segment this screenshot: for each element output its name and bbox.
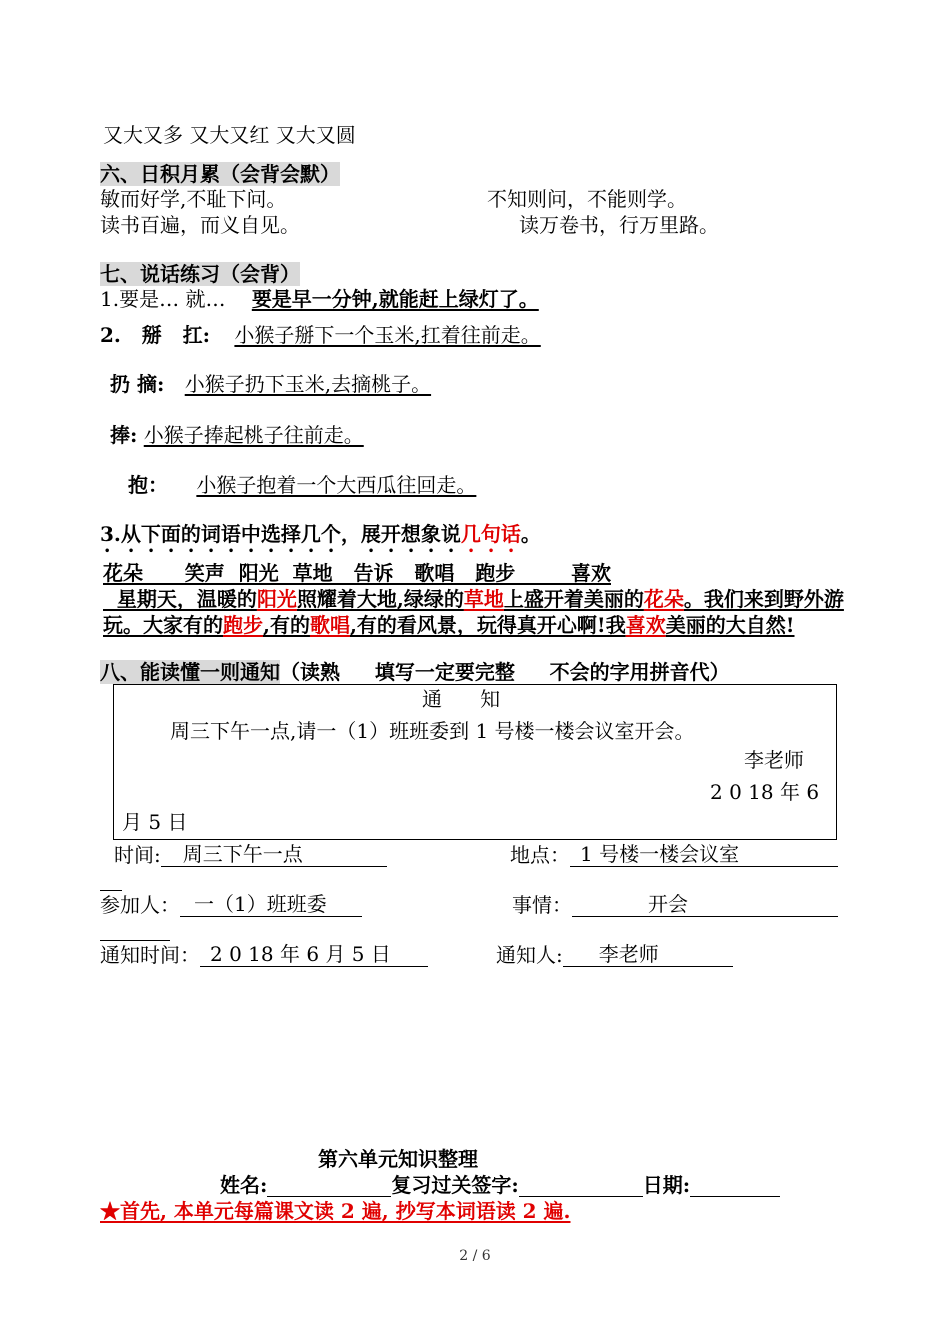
para-text: 上盛开着美丽的 (503, 587, 644, 611)
item-prefix: 3.从下面的词语中选择几个，展开想象说 (100, 522, 461, 546)
item-prefix: 1.要是… 就… (100, 287, 226, 311)
para-red-word: 花朵 (643, 587, 684, 611)
section6-heading: 六、日积月累（会背会默） (100, 162, 340, 186)
para-red-word: 草地 (463, 587, 504, 611)
place-field (510, 843, 838, 867)
phrase-line (103, 123, 356, 147)
notice-body: 周三下午一点,请一（1）班班委到 1 号楼一楼会议室开会。 (170, 719, 695, 743)
notice-date-b: 月 5 日 (122, 810, 188, 834)
page-number: 2 / 6 (459, 1248, 491, 1264)
speaking-item-5 (128, 473, 476, 497)
notice-date-a: 2 0 18 年 6 (710, 780, 820, 804)
place-blank[interactable] (570, 842, 838, 867)
speaking-item-6 (100, 522, 541, 557)
item-red-text: 几句话 (460, 522, 521, 546)
notifier-label: 通知人: (496, 943, 563, 967)
name-blank[interactable] (267, 1176, 391, 1197)
place-value: 1 号楼一楼会议室 (580, 842, 740, 866)
matter-blank-continued (100, 920, 170, 941)
speaking-item-4 (110, 423, 364, 447)
matter-field (512, 893, 838, 917)
notice-time-value: 2 0 18 年 6 月 5 日 (210, 942, 391, 966)
time-value: 周三下午一点 (182, 842, 303, 866)
time-field (114, 843, 387, 867)
para-text: ,有的 (263, 613, 310, 637)
item-answer: 要是早一分钟,就能赶上绿灯了。 (251, 287, 539, 311)
section8-heading: 八、能读懂一则通知 (100, 660, 280, 684)
unit6-signoff-row (220, 1173, 780, 1197)
proverb-right-2: 读万卷书，行万里路。 (519, 213, 719, 237)
speaking-item-3 (110, 372, 431, 396)
people-label: 参加人： (100, 893, 180, 917)
para-text: 美丽的大自然! (665, 613, 795, 637)
para-red-word: 歌唱 (309, 613, 350, 637)
notice-time-field (100, 943, 428, 967)
date-label: 日期: (642, 1173, 691, 1197)
notice-time-blank[interactable] (200, 942, 428, 967)
notice-time-label: 通知时间： (100, 943, 200, 967)
para-red-word: 喜欢 (625, 613, 666, 637)
time-label: 时间: (114, 843, 161, 867)
sign-blank[interactable] (519, 1176, 643, 1197)
notice-box (113, 684, 837, 840)
date-blank[interactable] (690, 1176, 780, 1197)
notice-title: 通 知 (422, 687, 501, 711)
matter-blank[interactable] (572, 892, 838, 917)
unit6-note: ★首先, 本单元每篇课文读 2 遍, 抄写本词语读 2 遍. (100, 1199, 571, 1223)
para-text: ,有的看风景，玩得真开心啊!我 (349, 613, 626, 637)
proverb-left-1: 敏而好学,不耻下问。 (100, 187, 287, 211)
item-answer: 小猴子扔下玉米,去摘桃子。 (184, 372, 432, 396)
name-label: 姓名: (220, 1173, 268, 1197)
speaking-item-2 (100, 323, 541, 347)
people-blank[interactable] (180, 892, 362, 917)
item-answer: 小猴子抱着一个大西瓜往回走。 (196, 473, 477, 497)
para-red-word: 跑步 (223, 613, 263, 637)
item-prefix: 捧: (110, 423, 138, 447)
notifier-field (496, 943, 733, 967)
speaking-item-1 (100, 287, 539, 311)
proverb-left-2: 读书百遍，而义自见。 (100, 213, 300, 237)
section8-note: （读熟 填写一定要完整 不会的字用拼音代） (280, 660, 730, 684)
people-field (100, 893, 362, 917)
para-text: 照耀着大地,绿绿的 (296, 587, 464, 611)
para-text: 。我们来到野外游玩。大家有的 (103, 587, 844, 637)
place-blank-continued (100, 870, 122, 891)
item-prefix: 抱： (128, 473, 168, 497)
notice-signer: 李老师 (744, 748, 804, 772)
item-answer: 小猴子掰下一个玉米,扛着往前走。 (234, 323, 541, 347)
word-list: 花朵 笑声 阳光 草地 告诉 歌唱 跑步 喜欢 (103, 561, 611, 585)
place-label: 地点： (510, 843, 570, 867)
item-answer: 小猴子捧起桃子往前走。 (143, 423, 364, 447)
time-blank[interactable] (161, 842, 387, 867)
unit6-title: 第六单元知识整理 (318, 1147, 478, 1171)
sign-label: 复习过关签字: (391, 1173, 519, 1197)
matter-label: 事情： (512, 893, 572, 917)
para-red-word: 阳光 (256, 587, 297, 611)
sample-paragraph (103, 586, 853, 638)
section8-heading-row (100, 660, 730, 684)
matter-value: 开会 (648, 892, 688, 916)
people-value: 一（1）班班委 (194, 892, 327, 916)
item-prefix: 2. 掰 扛: (100, 323, 211, 347)
notifier-value: 李老师 (598, 942, 659, 966)
item-prefix: 扔 摘: (110, 372, 165, 396)
phrase-text: 又大又多 又大又红 又大又圆 (103, 123, 356, 147)
section7-heading: 七、说话练习（会背） (100, 262, 300, 286)
item-suffix: 。 (520, 522, 541, 546)
notifier-blank[interactable] (563, 942, 733, 967)
para-text: 星期天，温暖的 (103, 587, 257, 611)
proverb-right-1: 不知则问，不能则学。 (487, 187, 687, 211)
